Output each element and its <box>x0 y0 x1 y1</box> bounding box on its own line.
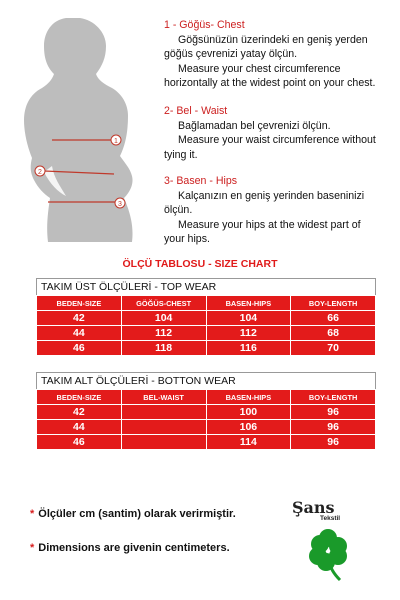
brand-sub: Tekstil <box>320 515 341 522</box>
table-header-row <box>37 390 376 405</box>
instruction-en-line: your hips. <box>164 233 210 246</box>
note-asterisk: * <box>30 542 35 554</box>
table-cell: 44 <box>37 420 122 435</box>
instruction-tr-line: Bağlamadan bel çevrenizi ölçün. <box>178 119 331 132</box>
top-wear-table <box>36 278 376 356</box>
table-cell: 114 <box>206 435 291 450</box>
table-header-row <box>37 296 376 311</box>
instruction-heading: 3- Basen - Hips <box>164 175 238 187</box>
instruction-en-line: Measure your hips at the widest part of <box>178 218 361 231</box>
column-header: BEDEN-SIZE <box>37 390 122 405</box>
instruction-waist <box>164 104 396 162</box>
top-wear-title: TAKIM ÜST ÖLÇÜLERİ - TOP WEAR <box>36 278 376 295</box>
instruction-en-line: horizontally at the widest point on your chest. <box>164 77 376 90</box>
table-cell: 118 <box>121 341 206 356</box>
bottom-wear-table <box>36 372 376 450</box>
note-asterisk: * <box>30 508 35 520</box>
table-cell: 42 <box>37 405 122 420</box>
table-row <box>37 311 376 326</box>
table-cell: 68 <box>291 326 376 341</box>
marker-1-label: 1 <box>114 138 118 145</box>
note-text: Ölçüler cm (santim) olarak verirmiştir. <box>38 508 236 520</box>
table-cell: 66 <box>291 311 376 326</box>
table-cell <box>121 435 206 450</box>
column-header: BEDEN-SIZE <box>37 296 122 311</box>
column-header: BOY-LENGTH <box>291 390 376 405</box>
brand-logo <box>292 498 362 522</box>
bottom-wear-title: TAKIM ALT ÖLÇÜLERİ - BOTTON WEAR <box>36 372 376 389</box>
instruction-en-line: Measure your chest circumference <box>178 62 341 75</box>
table-cell: 96 <box>291 405 376 420</box>
body-silhouette <box>14 16 154 242</box>
instruction-chest <box>164 18 396 91</box>
table-row <box>37 341 376 356</box>
column-header: GÖĞÜS-CHEST <box>121 296 206 311</box>
instruction-tr-line: göğüs çevrenizi yatay ölçün. <box>164 48 298 61</box>
table-cell: 112 <box>121 326 206 341</box>
column-header: BOY-LENGTH <box>291 296 376 311</box>
brand-name: Şans <box>292 498 335 517</box>
table-cell: 112 <box>206 326 291 341</box>
silhouette-shape <box>24 18 133 242</box>
instruction-heading: 1 - Göğüs- Chest <box>164 19 245 31</box>
table-cell: 116 <box>206 341 291 356</box>
instruction-tr-line: Göğsünüzün üzerindeki en geniş yerden <box>178 33 368 46</box>
note-english <box>30 542 230 554</box>
table-cell: 42 <box>37 311 122 326</box>
instruction-tr-line: Kalçanızın en geniş yerinden baseninizi <box>178 189 365 202</box>
table-row <box>37 405 376 420</box>
table-cell: 104 <box>206 311 291 326</box>
instruction-en-line: tying it. <box>164 148 198 161</box>
table-row <box>37 435 376 450</box>
table-cell: 96 <box>291 435 376 450</box>
instruction-en-line: Measure your waist circumference without <box>178 134 376 147</box>
column-header: BEL-WAIST <box>121 390 206 405</box>
table-cell: 44 <box>37 326 122 341</box>
table-cell: 46 <box>37 341 122 356</box>
table-cell: 96 <box>291 420 376 435</box>
instruction-hips <box>164 174 396 247</box>
column-header: BASEN-HIPS <box>206 296 291 311</box>
note-turkish <box>30 508 236 520</box>
table-row <box>37 326 376 341</box>
table-row <box>37 420 376 435</box>
table-cell: 46 <box>37 435 122 450</box>
column-header: BASEN-HIPS <box>206 390 291 405</box>
marker-2-label: 2 <box>38 169 42 176</box>
table-cell: 100 <box>206 405 291 420</box>
size-chart-title: ÖLÇÜ TABLOSU - SIZE CHART <box>122 258 278 270</box>
instruction-tr-line: ölçün. <box>164 204 193 217</box>
four-leaf-clover-icon <box>300 528 356 582</box>
table-cell: 104 <box>121 311 206 326</box>
table-cell <box>121 405 206 420</box>
table-cell: 106 <box>206 420 291 435</box>
instruction-heading: 2- Bel - Waist <box>164 105 228 117</box>
note-text: Dimensions are givenin centimeters. <box>38 542 230 554</box>
table-cell: 70 <box>291 341 376 356</box>
marker-3-label: 3 <box>118 201 122 208</box>
table-cell <box>121 420 206 435</box>
